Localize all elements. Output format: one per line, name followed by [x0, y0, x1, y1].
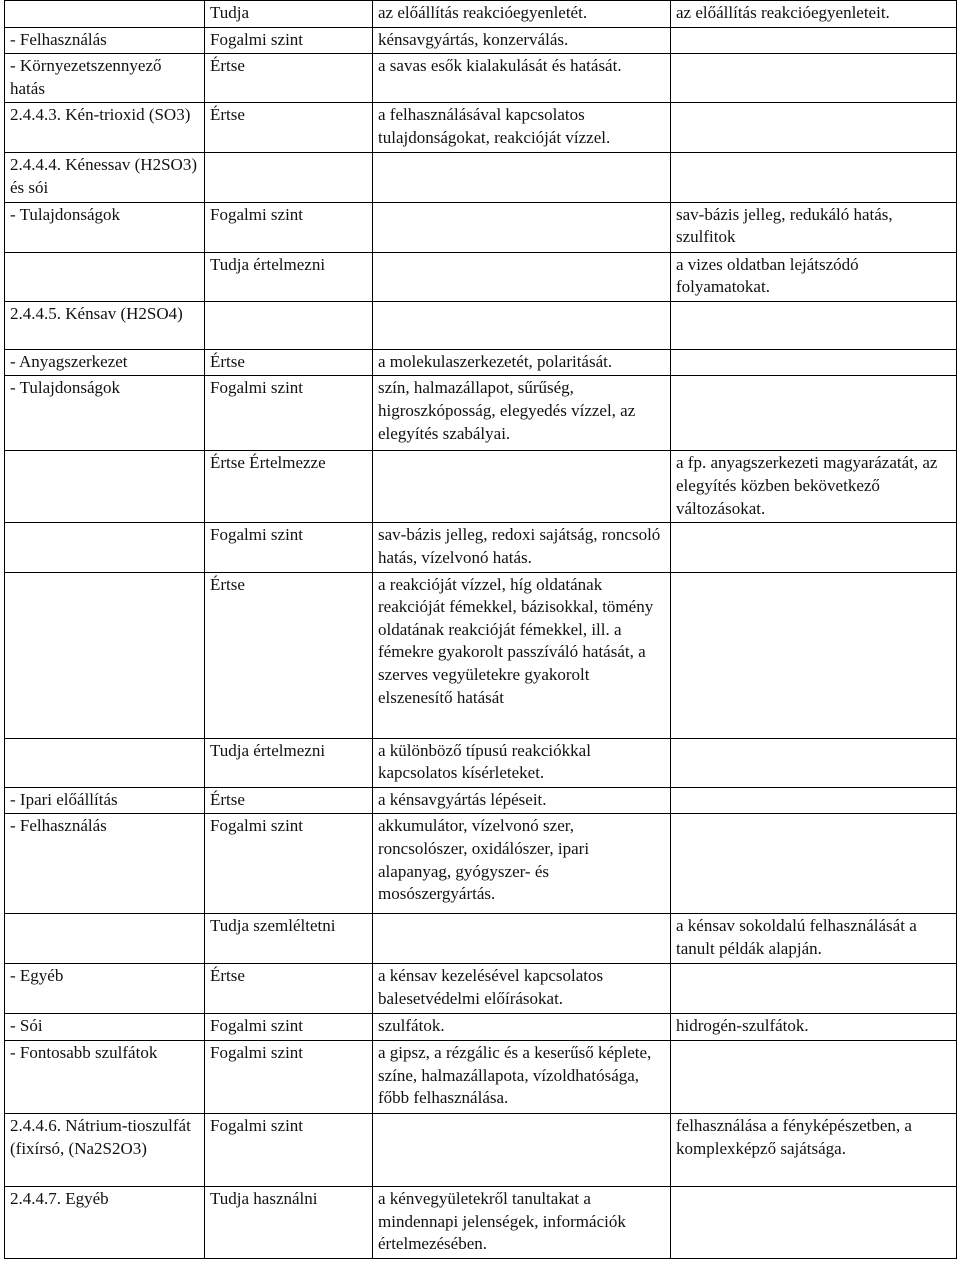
topic-cell [5, 27, 205, 54]
advanced-requirement-text: az előállítás reakcióegyenleteit. [676, 3, 890, 22]
advanced-requirement-text: a fp. anyagszerkezeti magyarázatát, az elegyítés közben bekövetkező változásokat. [676, 453, 938, 518]
topic-text: - Fontosabb szulfátok [10, 1042, 158, 1062]
table-row [5, 54, 957, 103]
advanced-requirement-cell [671, 153, 957, 202]
level-cell [205, 54, 373, 103]
level-text: Fogalmi szint [210, 29, 304, 49]
topic-text: 2.4.4.6. Nátrium-tioszulfát (fixírsó, (Na2S2O3) [10, 1115, 191, 1158]
table-row [5, 103, 957, 153]
advanced-requirement-cell [671, 738, 957, 787]
advanced-requirement-cell [671, 964, 957, 1014]
advanced-requirement-text: hidrogén-szulfátok. [676, 1016, 809, 1036]
level-text: Tudja használni [210, 1188, 318, 1208]
requirement-text: szín, halmazállapot, sűrűség, higroszkóposság, elegyedés vízzel, az elegyítés szabályai. [378, 378, 636, 443]
advanced-requirement-cell [671, 787, 957, 814]
topic-text: 2.4.4.5. Kénsav (H2SO4) [10, 303, 183, 323]
topic-text: - Tulajdonságok [10, 204, 121, 224]
advanced-requirement-text: a kénsav sokoldalú felhasználását a tanult példák alapján. [676, 916, 917, 958]
table-row [5, 1, 957, 28]
level-text: Értse [210, 56, 245, 76]
requirement-text: az előállítás reakcióegyenletét. [378, 3, 588, 22]
table-row [5, 572, 957, 738]
level-cell [205, 572, 373, 738]
requirement-text: a felhasználásával kapcsolatos tulajdonságokat, reakcióját vízzel. [378, 105, 611, 147]
topic-cell [5, 451, 205, 523]
topic-cell [5, 787, 205, 814]
table-row [5, 1014, 957, 1041]
requirement-text: a gipsz, a rézgálic és a keserűső képlete, színe, halmazállapota, vízoldhatósága, főbb felhasználása. [378, 1042, 652, 1108]
table-row [5, 27, 957, 54]
level-text: Fogalmi szint [210, 1042, 304, 1062]
advanced-requirement-cell [671, 1040, 957, 1113]
table-row [5, 153, 957, 202]
topic-cell [5, 1113, 205, 1186]
requirement-cell [373, 252, 671, 301]
advanced-requirement-cell [671, 301, 957, 349]
topic-cell [5, 103, 205, 153]
level-text: Fogalmi szint [210, 204, 304, 224]
topic-text: - Tulajdonságok [10, 378, 121, 398]
topic-cell [5, 376, 205, 451]
requirement-cell [373, 1113, 671, 1186]
level-text: Tudja [210, 3, 250, 22]
requirement-cell [373, 1040, 671, 1113]
requirement-cell [373, 376, 671, 451]
topic-cell [5, 814, 205, 914]
level-text: Fogalmi szint [210, 1016, 304, 1036]
table-row [5, 349, 957, 376]
advanced-requirement-cell [671, 814, 957, 914]
advanced-requirement-cell [671, 376, 957, 451]
topic-cell [5, 301, 205, 349]
table-row [5, 1113, 957, 1186]
advanced-requirement-text: sav-bázis jelleg, redukáló hatás, szulfitok [676, 204, 893, 247]
requirement-text: akkumulátor, vízelvonó szer, roncsolószer, oxidálószer, ipari alapanyag, gyógyszer- és mosószergyártás. [378, 816, 590, 904]
topic-text: - Környezetszennyező hatás [10, 56, 162, 98]
topic-cell [5, 54, 205, 103]
level-text: Fogalmi szint [210, 378, 304, 398]
requirement-cell [373, 1014, 671, 1041]
topic-text: - Anyagszerkezet [10, 351, 128, 371]
topic-cell [5, 1014, 205, 1041]
advanced-requirement-cell [671, 914, 957, 964]
table-body [5, 1, 957, 1259]
requirement-cell [373, 349, 671, 376]
advanced-requirement-text: felhasználása a fényképészetben, a komplexképző sajátsága. [676, 1115, 912, 1158]
requirement-text: a kénsav kezelésével kapcsolatos balesetvédelmi előírásokat. [378, 966, 604, 1008]
table-row [5, 814, 957, 914]
requirement-cell [373, 27, 671, 54]
advanced-requirement-cell [671, 202, 957, 252]
advanced-requirement-cell [671, 1014, 957, 1041]
requirement-cell [373, 964, 671, 1014]
requirement-text: a molekulaszerkezetét, polaritását. [378, 351, 613, 371]
advanced-requirement-cell [671, 54, 957, 103]
level-cell [205, 27, 373, 54]
topic-cell [5, 523, 205, 572]
requirement-text: a kénvegyületekről tanultakat a mindennapi jelenségek, információk értelmezésében. [378, 1188, 626, 1254]
advanced-requirement-cell [671, 27, 957, 54]
table-row [5, 738, 957, 787]
level-cell [205, 451, 373, 523]
topic-cell [5, 1, 205, 28]
level-cell [205, 301, 373, 349]
level-cell [205, 153, 373, 202]
topic-text: - Felhasználás [10, 816, 107, 836]
table-row [5, 301, 957, 349]
advanced-requirement-cell [671, 252, 957, 301]
level-text: Értse [210, 105, 245, 125]
table-row [5, 964, 957, 1014]
topic-text: 2.4.4.7. Egyéb [10, 1188, 109, 1208]
level-cell [205, 738, 373, 787]
table-row [5, 376, 957, 451]
requirement-cell [373, 451, 671, 523]
requirement-cell [373, 814, 671, 914]
level-cell [205, 1113, 373, 1186]
topic-cell [5, 153, 205, 202]
topic-cell [5, 1186, 205, 1258]
level-text: Értse Értelmezze [210, 453, 326, 473]
level-text: Értse [210, 574, 245, 594]
advanced-requirement-cell [671, 572, 957, 738]
level-text: Tudja szemléltetni [210, 916, 336, 936]
level-cell [205, 1, 373, 28]
topic-cell [5, 1040, 205, 1113]
requirement-text: szulfátok. [378, 1016, 445, 1036]
topic-cell [5, 914, 205, 964]
level-text: Tudja értelmezni [210, 740, 326, 760]
level-text: Fogalmi szint [210, 1115, 304, 1135]
topic-text: - Felhasználás [10, 29, 107, 49]
topic-text: 2.4.4.3. Kén-trioxid (SO3) [10, 105, 191, 125]
advanced-requirement-cell [671, 1186, 957, 1258]
advanced-requirement-cell [671, 103, 957, 153]
level-cell [205, 349, 373, 376]
level-cell [205, 787, 373, 814]
requirement-cell [373, 738, 671, 787]
level-cell [205, 376, 373, 451]
topic-cell [5, 964, 205, 1014]
requirement-text: a savas esők kialakulását és hatását. [378, 56, 622, 76]
table-row [5, 202, 957, 252]
table-row [5, 1186, 957, 1258]
requirement-cell [373, 1, 671, 28]
advanced-requirement-text: a vizes oldatban lejátszódó folyamatokat. [676, 254, 859, 297]
level-text: Értse [210, 966, 245, 986]
level-cell [205, 964, 373, 1014]
requirement-text: a különböző típusú reakciókkal kapcsolatos kísérleteket. [378, 740, 591, 783]
table-row [5, 787, 957, 814]
level-text: Fogalmi szint [210, 525, 304, 545]
requirement-cell [373, 202, 671, 252]
level-cell [205, 914, 373, 964]
requirement-text: a kénsavgyártás lépéseit. [378, 789, 547, 809]
requirement-cell [373, 301, 671, 349]
advanced-requirement-cell [671, 1, 957, 28]
level-cell [205, 814, 373, 914]
topic-text: - Sói [10, 1016, 43, 1036]
table-row [5, 252, 957, 301]
requirement-text: a reakcióját vízzel, híg oldatának reakcióját fémekkel, bázisokkal, tömény oldatának reakcióját fémekkel, ill. a fémekre gyakorolt passzíváló hatását, a szerves vegyületekre gyakorolt elszenesítő hatását [378, 574, 654, 707]
topic-text: - Ipari előállítás [10, 789, 118, 809]
level-cell [205, 202, 373, 252]
requirement-cell [373, 787, 671, 814]
requirement-text: kénsavgyártás, konzerválás. [378, 29, 569, 49]
level-cell [205, 103, 373, 153]
requirement-cell [373, 103, 671, 153]
topic-text: 2.4.4.4. Kénessav (H2SO3) és sói [10, 155, 197, 197]
level-cell [205, 252, 373, 301]
level-cell [205, 1014, 373, 1041]
topic-cell [5, 202, 205, 252]
requirement-cell [373, 1186, 671, 1258]
requirement-cell [373, 572, 671, 738]
table-row [5, 1040, 957, 1113]
topic-cell [5, 349, 205, 376]
advanced-requirement-cell [671, 451, 957, 523]
requirement-cell [373, 914, 671, 964]
level-cell [205, 1040, 373, 1113]
advanced-requirement-cell [671, 1113, 957, 1186]
level-cell [205, 1186, 373, 1258]
table-row [5, 451, 957, 523]
topic-text: - Egyéb [10, 966, 64, 986]
table-row [5, 523, 957, 572]
level-text: Tudja értelmezni [210, 254, 326, 274]
requirement-cell [373, 153, 671, 202]
requirement-cell [373, 54, 671, 103]
table-row [5, 914, 957, 964]
topic-cell [5, 572, 205, 738]
requirement-cell [373, 523, 671, 572]
advanced-requirement-cell [671, 349, 957, 376]
level-text: Fogalmi szint [210, 816, 304, 836]
curriculum-table [4, 0, 957, 1259]
topic-cell [5, 738, 205, 787]
topic-cell [5, 252, 205, 301]
requirement-text: sav-bázis jelleg, redoxi sajátság, roncsoló hatás, vízelvonó hatás. [378, 525, 661, 567]
advanced-requirement-cell [671, 523, 957, 572]
level-text: Értse [210, 351, 245, 371]
level-text: Értse [210, 789, 245, 809]
level-cell [205, 523, 373, 572]
